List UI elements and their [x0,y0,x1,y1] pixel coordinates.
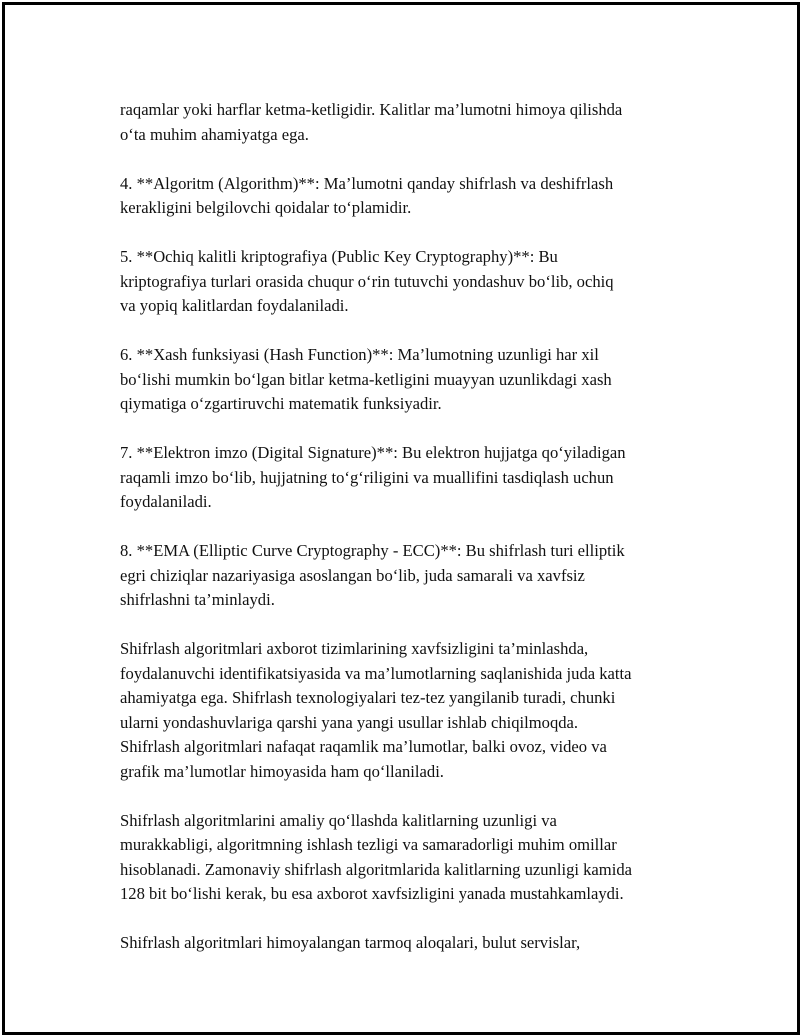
paragraph-hash-function: 6. **Xash funksiyasi (Hash Function)**: Ma’lumotning uzunligi har xil bo‘lishi mumkin bo‘lgan bitlar ketma-ketligini muayyan uzunlikdagi xash qiymatiga o‘zgartiruvchi matematik funksiyadir. [120,345,612,413]
page-border [2,2,800,1035]
paragraph-keys-continued: raqamlar yoki harflar ketma-ketligidir. Kalitlar ma’lumotni himoya qilishda o‘ta muhim ahamiyatga ega. [120,100,623,144]
paragraph-ecc: 8. **EMA (Elliptic Curve Cryptography - ECC)**: Bu shifrlash turi elliptik egri chiziqlar nazariyasiga asoslangan bo‘lib, juda samarali va xavfsiz shifrlashni ta’minlaydi. [120,541,625,609]
paragraph-algorithm: 4. **Algoritm (Algorithm)**: Ma’lumotni qanday shifrlash va deshifrlash kerakligini belgilovchi qoidalar to‘plamidir. [120,173,614,217]
paragraph-digital-signature: 7. **Elektron imzo (Digital Signature)**: Bu elektron hujjatga qo‘yiladigan raqamli imzo bo‘lib, hujjatning to‘g‘riligini va muallifini tasdiqlash uchun foydalaniladi. [120,443,626,511]
paragraph-importance: Shifrlash algoritmlari axborot tizimlarining xavfsizligini ta’minlashda, foydalanuvchi identifikatsiyasida va ma’lumotlarning saqlanishida juda katta ahamiyatga ega. Shifrlash texnologiyalari tez-tez yangilanib turadi, chunki ularni yondashuvlariga qarshi yana yangi usullar ishlab chiqilmoqda. Shifrlash algoritmlari nafaqat raqamlik ma’lumotlar, balki ovoz, video va grafik ma’lumotlar himoyasida ham qo‘llaniladi. [120,639,632,781]
paragraph-key-length: Shifrlash algoritmlarini amaliy qo‘llashda kalitlarning uzunligi va murakkabligi, algoritmning ishlash tezligi va samaradorligi muhim omillar hisoblanadi. Zamonaviy shifrlash algoritmlarida kalitlarning uzunligi kamida 128 bit bo‘lishi kerak, bu esa axborot xavfsizligini yanada mustahkamlaydi. [120,810,632,903]
document-body [120,98,695,980]
paragraph-applications: Shifrlash algoritmlari himoyalangan tarmoq aloqalari, bulut servislar, [120,933,581,952]
paragraph-public-key-cryptography: 5. **Ochiq kalitli kriptografiya (Public Key Cryptography)**: Bu kriptografiya turlari orasida chuqur o‘rin tutuvchi yondashuv bo‘lib, ochiq va yopiq kalitlardan foydalaniladi. [120,247,614,315]
